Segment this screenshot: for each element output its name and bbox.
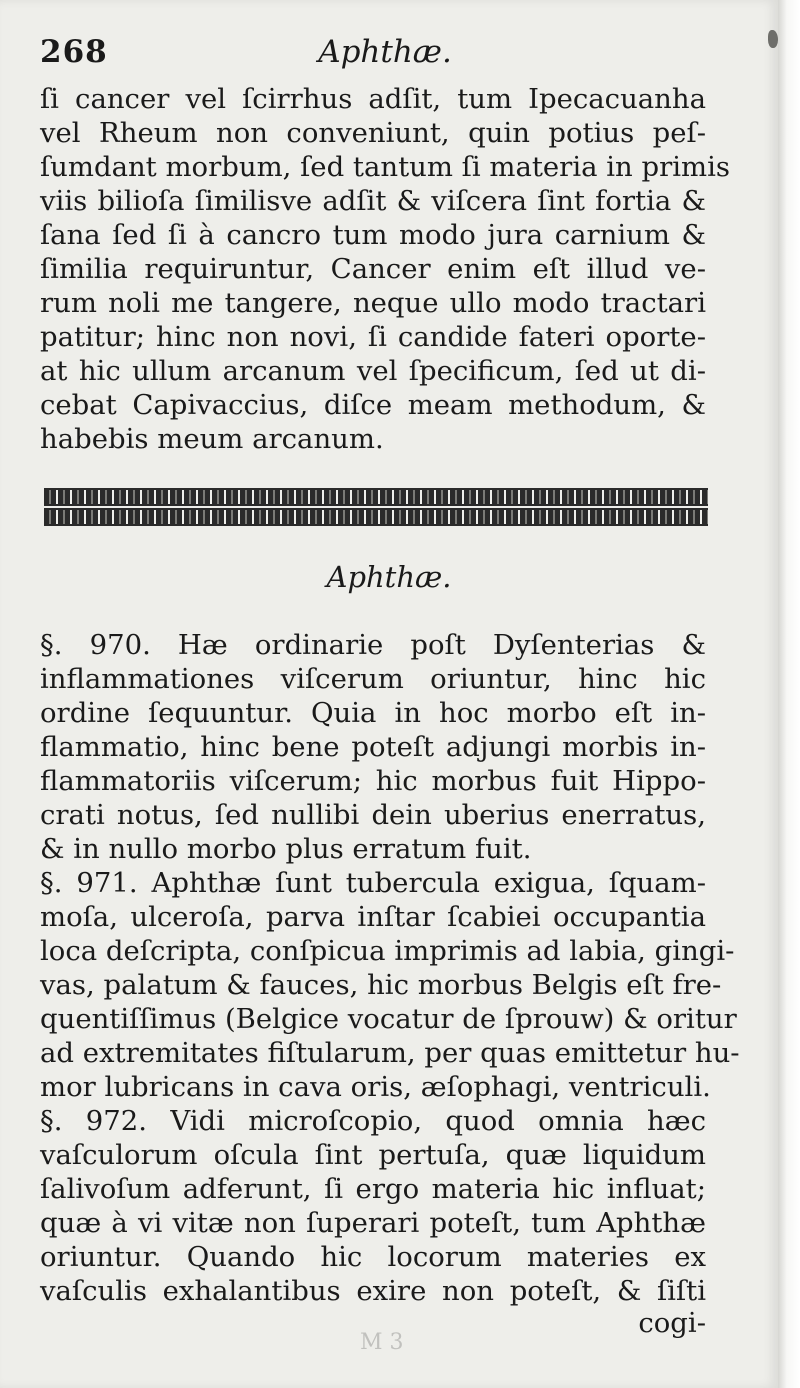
text-line: at hic ullum arcanum vel ſpecificum, ſed ut di- [40,355,706,387]
text-line: patitur; hinc non novi, ſi candide fateri oporte- [40,321,706,353]
text-line: ad extremitates fiſtularum, per quas emittetur hu- [40,1037,740,1069]
bleed-through-mark: M 3 [360,1330,404,1355]
running-head: Aphthæ. [318,34,452,70]
text-line: ſana ſed ſi à cancro tum modo jura carnium & [40,219,706,251]
text-line: mor lubricans in cava oris, æſophagi, ventriculi. [40,1071,711,1103]
catchword: cogi- [638,1307,706,1339]
text-line: oriuntur. Quando hic locorum materies ex [40,1241,706,1273]
text-line: flammatoriis viſcerum; hic morbus fuit Hippo- [40,765,706,797]
text-line: habebis meum arcanum. [40,423,384,455]
text-line: §. 971. Aphthæ ſunt tubercula exigua, ſquam- [40,867,706,899]
text-line: vas, palatum & fauces, hic morbus Belgis eſt fre- [40,969,722,1001]
text-line: flammatio, hinc bene poteſt adjungi morbis in- [40,731,706,763]
text-line: quentiſſimus (Belgice vocatur de ſprouw) & oritur [40,1003,737,1035]
text-line: ſalivoſum adferunt, ſi ergo materia hic influat; [40,1173,706,1205]
text-line: vaſculis exhalantibus exire non poteſt, & ſiſti [40,1275,706,1307]
page-edge [778,0,800,1388]
text-line: crati notus, ſed nullibi dein uberius enerratus, [40,799,706,831]
text-line: & in nullo morbo plus erratum fuit. [40,833,532,865]
text-line: loca deſcripta, conſpicua imprimis ad labia, gingi- [40,935,735,967]
ink-blot-mark [768,30,778,48]
text-line: viis bilioſa ſimilisve adſit & viſcera ſint fortia & [40,185,706,217]
text-line: ordine ſequuntur. Quia in hoc morbo eſt in- [40,697,706,729]
text-line: ſimilia requiruntur, Cancer enim eſt illud ve- [40,253,706,285]
page-number: 268 [40,34,108,70]
page-header [40,34,730,78]
section-heading: Aphthæ. [326,560,452,594]
text-line: vel Rheum non conveniunt, quin potius peſ- [40,117,706,149]
text-line: moſa, ulceroſa, parva inſtar ſcabiei occupantia [40,901,706,933]
text-line: §. 972. Vidi microſcopio, quod omnia hæc [40,1105,706,1137]
text-line: vaſculorum oſcula ſint pertuſa, quæ liquidum [40,1139,706,1171]
ornament-rule [44,508,708,526]
text-line: inflammationes viſcerum oriuntur, hinc hic [40,663,706,695]
text-line: §. 970. Hæ ordinarie poſt Dyſenterias & [40,629,706,661]
text-line: ſumdant morbum, ſed tantum ſi materia in primis [40,151,731,183]
text-line: rum noli me tangere, neque ullo modo tractari [40,287,706,319]
text-line: cebat Capivaccius, diſce meam methodum, & [40,389,706,421]
text-line: quæ à vi vitæ non ſuperari poteſt, tum Aphthæ [40,1207,706,1239]
ornament-rule [44,488,708,506]
text-line: ſi cancer vel ſcirrhus adſit, tum Ipecacuanha [40,83,706,115]
